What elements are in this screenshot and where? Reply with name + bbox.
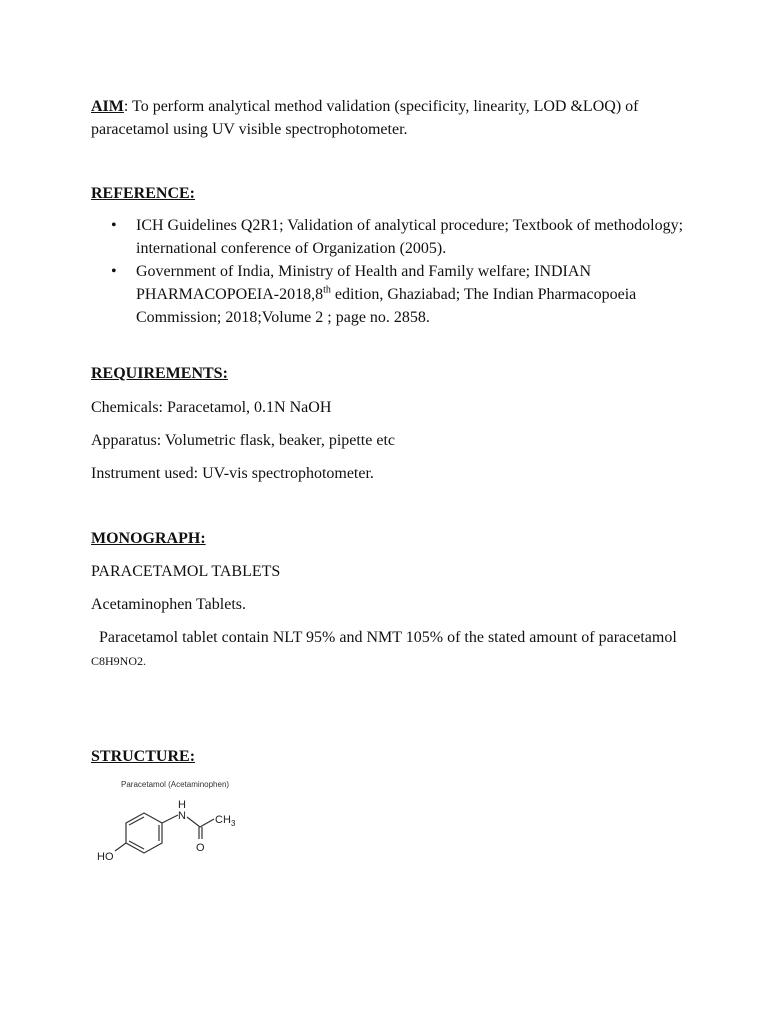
benzene-ring: [126, 813, 162, 853]
amine-label: N: [178, 810, 186, 822]
monograph-description: [91, 626, 691, 673]
reference-item-text: ICH Guidelines Q2R1; Validation of analytical procedure; Textbook of methodology; international conference of Organization (2005).: [136, 217, 684, 257]
bullet-icon: •: [111, 263, 117, 280]
methyl-label: CH: [215, 814, 231, 826]
reference-list: [91, 214, 691, 329]
aim-text: : To perform analytical method validation (specificity, linearity, LOD &LOQ) of paracetamol using UV visible spectrophotometer.: [91, 98, 639, 138]
aim-paragraph: [91, 95, 691, 141]
reference-heading: REFERENCE:: [91, 185, 196, 202]
monograph-subtitle: Acetaminophen Tablets.: [91, 596, 246, 613]
reference-item-text: Government of India, Ministry of Health and Family welfare; INDIAN PHARMACOPOEIA-2018,8: [136, 263, 591, 303]
edition-superscript: th: [323, 284, 331, 296]
reference-item: [91, 214, 691, 260]
reference-item: [91, 260, 691, 329]
monograph-title: PARACETAMOL TABLETS: [91, 563, 281, 580]
structure-caption: Paracetamol (Acetaminophen): [121, 780, 230, 789]
structure-heading: STRUCTURE:: [91, 748, 196, 765]
molecular-formula: C8H9NO2.: [91, 654, 147, 668]
monograph-heading: MONOGRAPH:: [91, 530, 206, 547]
reference-item-text-cont: edition, Ghaziabad; The Indian Pharmacopoeia Commission; 2018;Volume 2 ; page no. 2858.: [136, 286, 637, 326]
paracetamol-structure-diagram: [90, 800, 250, 870]
requirements-instrument: Instrument used: UV-vis spectrophotometer.: [91, 465, 374, 482]
carbonyl-label: O: [196, 842, 205, 854]
aim-label: AIM: [91, 98, 124, 115]
requirements-chemicals: Chemicals: Paracetamol, 0.1N NaOH: [91, 399, 332, 416]
methyl-subscript: 3: [231, 819, 236, 828]
bullet-icon: •: [111, 217, 117, 234]
requirements-heading: REQUIREMENTS:: [91, 365, 228, 382]
hydroxyl-label: HO: [97, 851, 114, 863]
monograph-description-text: Paracetamol tablet contain NLT 95% and NMT 105% of the stated amount of paracetamol: [91, 629, 681, 646]
amine-h-label: H: [178, 800, 186, 811]
requirements-apparatus: Apparatus: Volumetric flask, beaker, pipette etc: [91, 432, 395, 449]
